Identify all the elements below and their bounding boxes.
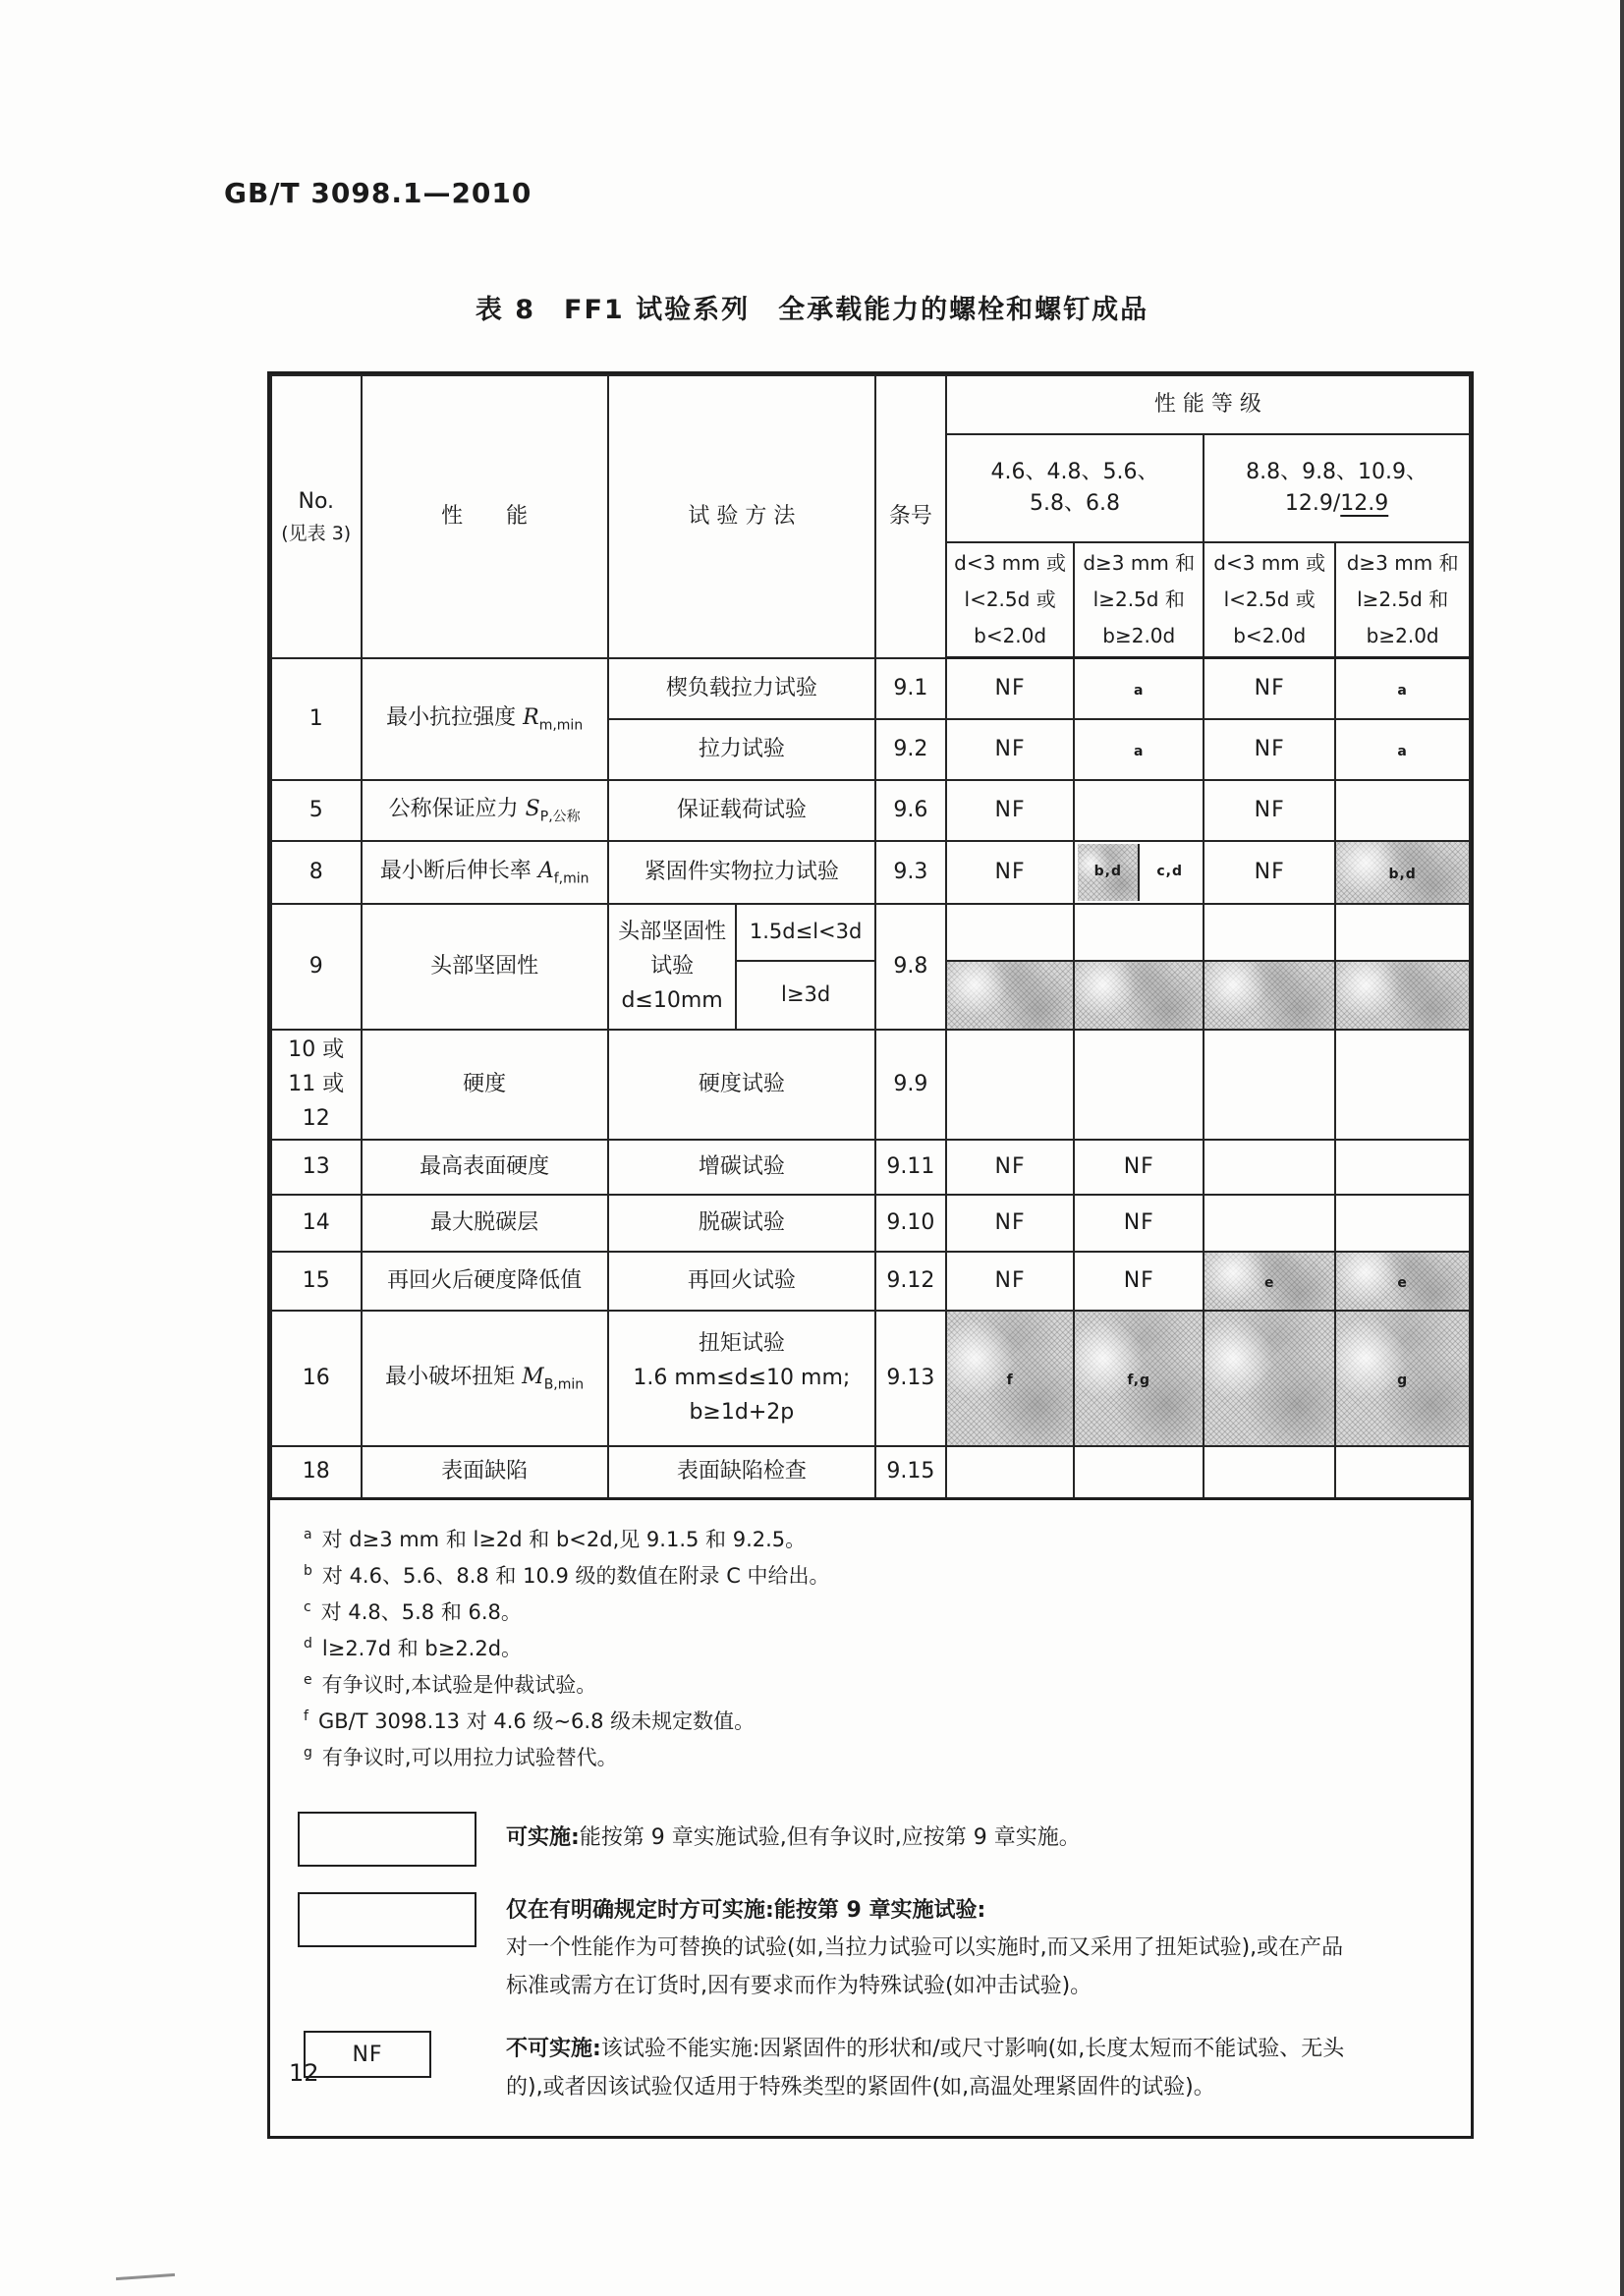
header-no-line2: (见表 3) [281,523,352,545]
table-frame [267,371,1474,2139]
legend-rest: 能按第 9 章实施试验,但有争议时,应按第 9 章实施。 [579,1825,1081,1851]
legend-text-nf [506,2031,1344,2106]
grade-cell-empty [946,1030,1075,1140]
grade-cell [1204,841,1335,904]
grade-cell-shaded [1204,1311,1335,1446]
legend-swatch-nf [304,2031,431,2078]
header-grade-high [1204,434,1470,542]
grade-cell-shaded [1074,961,1204,1030]
table-title: 表 8 FF1 试验系列 全承载能力的螺栓和螺钉成品 [475,295,1149,325]
row15-method: 再回火试验 [608,1252,875,1311]
footnote-ref: g [1397,1372,1409,1388]
footnote-ref: a [1134,743,1145,759]
footnote-d [304,1631,1451,1667]
header-cond-large-and-1 [1074,542,1204,658]
row14-clause: 9.10 [875,1195,946,1252]
method-line: 头部坚固性 [618,919,727,944]
property-text: 最小断后伸长率 [379,858,538,883]
row9-clause: 9.8 [875,904,946,1030]
nf-value: NF [352,2042,383,2067]
grade-cell-split [1074,841,1204,904]
row16-clause: 9.13 [875,1311,946,1446]
cond-line: d<3 mm 或 [954,551,1067,575]
test-series-table [270,374,1471,1500]
legend-rest: 该试验不能实施:因紧固件的形状和/或尺寸影响(如,长度太短而不能试验、无头 [600,2037,1345,2062]
grade-cell [946,1195,1075,1252]
property-text: 最小抗拉强度 [386,704,524,730]
header-no-line1: No. [298,488,335,514]
footnote-ref: a [1134,682,1145,699]
nf-value: NF [994,1209,1026,1235]
footnote-text: 有争议时,本试验是仲裁试验。 [321,1672,597,1697]
footnote-ref: e [1263,1274,1275,1291]
row8-no: 8 [271,841,362,904]
property-subscript: m,min [538,717,584,734]
method-line: b≥1d+2p [689,1400,795,1426]
grade-cell-empty [1204,1446,1335,1499]
footnote-text: GB/T 3098.13 对 4.6 级~6.8 级未规定数值。 [317,1708,756,1733]
nf-value: NF [1254,859,1285,884]
property-symbol: A [537,858,554,883]
header-no [271,375,362,658]
nf-value: NF [1123,1267,1154,1293]
grade-cell-empty [1335,1030,1470,1140]
row1-property [362,658,608,780]
property-symbol: M [522,1364,544,1389]
legend-lead: 仅在有明确规定时方可实施: [506,1897,774,1923]
row10-no [271,1030,362,1140]
table-row [271,904,1470,961]
footnote-ref: f,g [1127,1372,1151,1388]
nf-value: NF [1254,736,1285,761]
footnote-a [304,1522,1451,1558]
header-cond-large-and-2 [1335,542,1470,658]
footnote-ref: e [1397,1274,1408,1291]
row5-no: 5 [271,780,362,841]
nf-value: NF [1123,1209,1154,1235]
legend-lead: 可实施: [506,1825,580,1851]
cond-line: d≥3 mm 和 [1083,551,1196,575]
cond-line: d≥3 mm 和 [1346,551,1459,575]
row9-sub-condition-1: 1.5d≤l<3d [736,904,875,961]
cond-line: l≥2.5d 和 [1092,588,1185,611]
grade-cell-shaded [1335,961,1470,1030]
grade-cell-empty [946,1446,1075,1499]
property-subscript: f,min [553,870,589,887]
footnote-key: e [304,1671,312,1688]
footnote-text: 对 d≥3 mm 和 l≥2d 和 b<2d,见 9.1.5 和 9.2.5。 [321,1528,807,1551]
footnote-ref: b,d [1093,864,1122,880]
grade-low-line1: 4.6、4.8、5.6、 [990,460,1159,485]
nf-value: NF [994,1153,1026,1179]
nf-value: NF [994,675,1026,700]
legend-rest: 能按第 9 章实施试验: [773,1897,986,1923]
grade-cell-empty [1074,1030,1204,1140]
row13-property: 最高表面硬度 [362,1140,608,1195]
property-text: 最小破坏扭矩 [385,1364,523,1389]
row18-method: 表面缺陷检查 [608,1446,875,1499]
grade-cell [1204,719,1335,780]
row5-clause: 9.6 [875,780,946,841]
legend-swatch-shaded [298,1892,476,1947]
footnote-text: l≥2.7d 和 b≥2.2d。 [321,1636,523,1660]
nf-value: NF [994,736,1026,761]
legend-paragraph: 标准或需方在订货时,因有要求而作为特殊试验(如冲击试验)。 [506,1973,1092,1998]
row15-property: 再回火后硬度降低值 [362,1252,608,1311]
cond-line: b≥2.0d [1366,624,1439,647]
footnote-e [304,1667,1451,1704]
property-subscript: B,min [543,1376,585,1393]
footnote-f [304,1704,1451,1740]
footnote-key: c [304,1598,311,1615]
grade-cell-empty [1335,1140,1470,1195]
row15-no: 15 [271,1252,362,1311]
header-performance-class: 性 能 等 级 [946,375,1470,434]
row9-property: 头部坚固性 [362,904,608,1030]
footnote-c [304,1595,1451,1631]
no-line: 10 或 [288,1036,345,1062]
table-row [271,1140,1470,1195]
grade-cell-empty [1074,1446,1204,1499]
split-half-shaded [1078,844,1140,901]
property-symbol: S [525,796,540,821]
method-line: 试验 [650,953,695,979]
footnote-b [304,1558,1451,1595]
table-row [271,1195,1470,1252]
nf-value: NF [1123,1153,1154,1179]
grade-cell [946,658,1075,719]
nf-value: NF [994,797,1026,822]
row1a-method: 楔负载拉力试验 [608,658,875,719]
row14-property: 最大脱碳层 [362,1195,608,1252]
row1a-clause: 9.1 [875,658,946,719]
row9-sub-condition-2: l≥3d [736,961,875,1030]
page-number: 12 [289,2059,319,2087]
row1b-clause: 9.2 [875,719,946,780]
split-half-plain [1140,844,1200,901]
grade-cell [1204,780,1335,841]
property-subscript: P,公称 [539,809,581,825]
row18-no: 18 [271,1446,362,1499]
grade-cell-empty [1204,904,1335,961]
header-grade-low [946,434,1204,542]
grade-high-plain: 12.9/ [1284,491,1341,516]
row1-no: 1 [271,658,362,780]
grade-cell-empty [946,904,1075,961]
grade-cell [1074,719,1204,780]
scan-edge-artifact [1620,0,1624,2296]
footnote-ref: a [1397,743,1408,759]
grade-cell-empty [1335,1446,1470,1499]
grade-cell-shaded [1335,1252,1470,1311]
table-row [271,1030,1470,1140]
legend-lead: 不可实施: [506,2037,601,2062]
cond-line: l≥2.5d 和 [1357,588,1449,611]
grade-cell [1074,1252,1204,1311]
footnote-key: g [304,1744,312,1761]
row14-no: 14 [271,1195,362,1252]
header-cond-small-or-1 [946,542,1075,658]
row18-clause: 9.15 [875,1446,946,1499]
nf-value: NF [994,859,1026,884]
footnote-g [304,1740,1451,1776]
footnote-key: f [304,1708,308,1724]
table-row [271,1446,1470,1499]
method-line: 扭矩试验 [698,1330,785,1356]
grade-cell-empty [1074,904,1204,961]
row8-clause: 9.3 [875,841,946,904]
method-line: d≤10mm [621,988,723,1014]
footnote-text: 对 4.8、5.8 和 6.8。 [320,1599,522,1624]
row18-property: 表面缺陷 [362,1446,608,1499]
row14-method: 脱碳试验 [608,1195,875,1252]
no-line: 11 或 [288,1071,345,1096]
legend-item-nf [298,2031,1447,2106]
grade-cell-shaded [1335,841,1470,904]
grade-cell-empty [1335,1195,1470,1252]
grade-cell [1074,1195,1204,1252]
legend-text-restricted [506,1892,1343,2006]
legend-paragraph: 对一个性能作为可替换的试验(如,当拉力试验可以实施时,而又采用了扭矩试验),或在产品 [506,1935,1344,1961]
footnote-key: d [304,1635,312,1652]
legend-block [270,1782,1471,2137]
row8-method: 紧固件实物拉力试验 [608,841,875,904]
grade-high-line2 [1207,488,1466,520]
legend-paragraph: 的),或者因该试验仅适用于特殊类型的紧固件(如,高温处理紧固件的试验)。 [506,2074,1215,2100]
header-clause: 条号 [875,375,946,658]
grade-cell [1335,658,1470,719]
grade-low-line2: 5.8、6.8 [1029,491,1120,516]
cond-line: b≥2.0d [1102,624,1176,647]
legend-swatch-plain [298,1812,476,1867]
footnote-text: 对 4.6、5.6、8.8 和 10.9 级的数值在附录 C 中给出。 [321,1563,830,1588]
row13-no: 13 [271,1140,362,1195]
grade-cell [1335,719,1470,780]
property-text: 公称保证应力 [388,796,526,821]
row9-no: 9 [271,904,362,1030]
no-line: 12 [302,1106,330,1132]
footnote-ref: a [1397,682,1408,699]
grade-cell [946,1252,1075,1311]
table-row [271,658,1470,719]
row13-clause: 9.11 [875,1140,946,1195]
table-row [271,841,1470,904]
grade-high-line1: 8.8、9.8、10.9、 [1246,460,1428,485]
cond-line: l<2.5d 或 [1223,588,1316,611]
row5-method: 保证载荷试验 [608,780,875,841]
grade-cell-empty [1074,780,1204,841]
row1b-method: 拉力试验 [608,719,875,780]
row10-clause: 9.9 [875,1030,946,1140]
grade-cell [946,1140,1075,1195]
grade-cell-shaded [946,961,1075,1030]
table-row [271,1252,1470,1311]
grade-cell-shaded [1204,1252,1335,1311]
footnote-ref: f [1006,1372,1014,1388]
grade-cell [1074,1140,1204,1195]
header-method: 试 验 方 法 [608,375,875,658]
row15-clause: 9.12 [875,1252,946,1311]
grade-high-underlined: 12.9 [1340,491,1389,516]
nf-value: NF [1254,797,1285,822]
grade-cell-empty [1335,780,1470,841]
grade-cell-shaded [1204,961,1335,1030]
row9-method-left [608,904,737,1030]
row16-method [608,1311,875,1446]
footnotes-block [270,1500,1471,1782]
cond-line: d<3 mm 或 [1213,551,1326,575]
property-symbol: R [523,704,539,730]
row5-property [362,780,608,841]
nf-value: NF [994,1267,1026,1293]
table-row [271,780,1470,841]
method-line: 1.6 mm≤d≤10 mm; [633,1365,851,1390]
header-property: 性 能 [362,375,608,658]
grade-cell-shaded [1335,1311,1470,1446]
legend-text-allowed [506,1820,1081,1858]
grade-cell-shaded [946,1311,1075,1446]
grade-cell-shaded [1074,1311,1204,1446]
footnote-ref: c,d [1156,864,1183,880]
cond-line: b<2.0d [974,624,1047,647]
scan-smudge-artifact [116,2273,175,2280]
grade-cell-empty [1204,1140,1335,1195]
grade-cell [946,719,1075,780]
row8-property [362,841,608,904]
row16-property [362,1311,608,1446]
footnote-text: 有争议时,可以用拉力试验替代。 [321,1745,618,1769]
header-cond-small-or-2 [1204,542,1335,658]
row16-no: 16 [271,1311,362,1446]
cond-line: l<2.5d 或 [964,588,1056,611]
nf-value: NF [1254,675,1285,700]
grade-cell [946,780,1075,841]
cond-line: b<2.0d [1233,624,1307,647]
legend-item-restricted [298,1892,1447,2006]
footnote-key: b [304,1562,312,1579]
grade-cell [946,841,1075,904]
document-code: GB/T 3098.1—2010 [224,177,532,209]
grade-cell-empty [1204,1195,1335,1252]
grade-cell-empty [1204,1030,1335,1140]
grade-cell-empty [1335,904,1470,961]
row13-method: 增碳试验 [608,1140,875,1195]
grade-cell [1204,658,1335,719]
row10-property: 硬度 [362,1030,608,1140]
footnote-ref: b,d [1388,866,1417,882]
grade-cell [1074,658,1204,719]
legend-item-allowed [298,1812,1447,1867]
row10-method: 硬度试验 [608,1030,875,1140]
footnote-key: a [304,1527,312,1542]
table-row [271,1311,1470,1446]
